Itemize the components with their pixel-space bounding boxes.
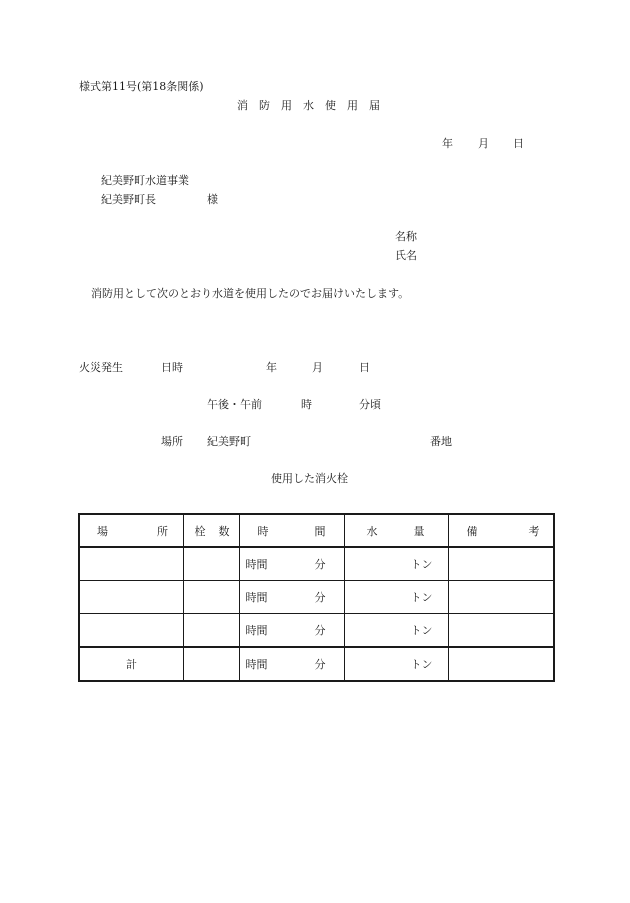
water-unit: トン [410, 658, 433, 671]
fire-ampm-label: 午後・午前 [207, 398, 262, 411]
cell-time[interactable] [239, 547, 344, 581]
cell-remarks[interactable] [448, 581, 554, 614]
fire-heading: 火災発生 [79, 361, 123, 374]
cell-remarks[interactable] [448, 647, 554, 681]
fire-datetime-label: 日時 [161, 361, 183, 374]
fire-town: 紀美野町 [207, 435, 251, 448]
time-minute-unit: 分 [314, 658, 326, 671]
time-hour-unit: 時間 [245, 558, 268, 571]
document-title: 消 防 用 水 使 用 届 [237, 99, 380, 112]
time-hour-unit: 時間 [245, 591, 268, 604]
recipient-org: 紀美野町水道事業 [101, 174, 189, 187]
time-minute-unit: 分 [314, 558, 326, 571]
header-time-a: 時 [257, 524, 269, 538]
cell-total-label [79, 647, 183, 681]
cell-time[interactable] [239, 647, 344, 681]
table-header-row [79, 514, 554, 547]
date-month-label: 月 [478, 137, 489, 150]
header-place-a: 場 [97, 524, 108, 538]
fire-place-label: 場所 [161, 435, 183, 448]
cell-count[interactable] [183, 547, 239, 581]
cell-water[interactable] [344, 581, 448, 614]
cell-place[interactable] [79, 581, 183, 614]
table-row [79, 581, 554, 614]
fire-hour-label: 時 [301, 398, 312, 411]
recipient-honorific: 様 [207, 193, 218, 206]
cell-water[interactable] [344, 614, 448, 648]
recipient-mayor: 紀美野町長 [101, 193, 156, 206]
header-count-a: 栓 [194, 524, 206, 538]
date-day-label: 日 [513, 137, 524, 150]
time-minute-unit: 分 [314, 624, 326, 637]
table-total-row [79, 647, 554, 681]
header-count [183, 514, 239, 547]
time-minute-unit: 分 [314, 591, 326, 604]
time-hour-unit: 時間 [245, 624, 268, 637]
header-remarks-a: 備 [466, 524, 478, 538]
cell-time[interactable] [239, 581, 344, 614]
cell-water[interactable] [344, 547, 448, 581]
header-remarks [448, 514, 554, 547]
fire-lot-label: 番地 [430, 435, 452, 448]
hydrant-table [78, 513, 555, 682]
header-place-b: 所 [157, 524, 168, 538]
fire-month-label: 月 [312, 361, 323, 374]
header-time [239, 514, 344, 547]
cell-count[interactable] [183, 647, 239, 681]
header-water [344, 514, 448, 547]
water-unit: トン [410, 591, 433, 604]
hydrants-title: 使用した消火栓 [271, 472, 348, 485]
cell-remarks[interactable] [448, 547, 554, 581]
cell-place[interactable] [79, 614, 183, 648]
time-hour-unit: 時間 [245, 658, 268, 671]
form-number: 様式第11号(第18条関係) [79, 80, 204, 93]
fire-minute-label: 分頃 [359, 398, 381, 411]
statement-text: 消防用として次のとおり水道を使用したのでお届けいたします。 [91, 287, 410, 300]
fire-year-label: 年 [266, 361, 277, 374]
table-row [79, 547, 554, 581]
cell-place[interactable] [79, 547, 183, 581]
water-unit: トン [410, 558, 433, 571]
cell-water[interactable] [344, 647, 448, 681]
cell-count[interactable] [183, 581, 239, 614]
table-row [79, 614, 554, 648]
fire-day-label: 日 [359, 361, 370, 374]
header-water-a: 水 [366, 524, 378, 538]
header-water-b: 量 [413, 524, 425, 538]
header-remarks-b: 考 [528, 524, 540, 538]
header-count-b: 数 [218, 524, 230, 538]
applicant-person-label: 氏名 [395, 249, 417, 262]
date-year-label: 年 [442, 137, 453, 150]
water-unit: トン [410, 624, 433, 637]
cell-count[interactable] [183, 614, 239, 648]
cell-time[interactable] [239, 614, 344, 648]
header-place [79, 514, 183, 547]
cell-remarks[interactable] [448, 614, 554, 648]
total-label: 計 [126, 658, 137, 671]
applicant-name-label: 名称 [395, 230, 417, 243]
header-time-b: 間 [314, 524, 326, 538]
